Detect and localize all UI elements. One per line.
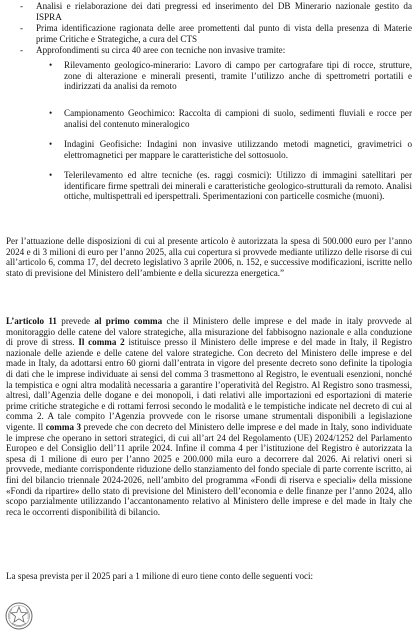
- list-item: Rilevamento geologico-minerario: Lavoro di campo per cartografare tipi di rocce, strutture, zone di alterazione e minerali presenti, tramite l’utilizzo anche di spettrometri portatili e indirizzati da analisi da remoto: [64, 60, 412, 92]
- bullet-marker: •: [49, 139, 53, 149]
- list-item: Indagini Geofisiche: Indagini non invasive utilizzando metodi magnetici, gravimetrici o elettromagnetici per mappare le caratteristiche del sottosuolo.: [64, 139, 412, 160]
- list-item: Prima identificazione ragionata delle aree promettenti dal punto di vista della presenza di Materie prime Critiche e Strategiche, a cura del CTS: [36, 23, 412, 44]
- body-text: prevede che con decreto del Ministero delle imprese e del made in Italy, sono individuate le imprese che operano in settori strategici, di cui all’art 24 del Regolamento (UE) 2024/1252 del Parlamento Europeo e del Consiglio dell’11 aprile 2024. Infine il comma 4 per l’istituzione del Registro è autorizzata la spesa di 1 milione di euro per l’anno 2025 e 200.000 mila euro a decorrere dal 2026. Ai relativi oneri si provvede, mediante corrispondente riduzione dello stanziamento del fondo speciale di parte corrente iscritto, ai fini del bilancio triennale 2024-2026, nell’ambito del programma «Fondi di riserva e speciali» della missione «Fondi da ripartire» dello stato di previsione del Ministero dell’economia e delle finanze per l’anno 2024, allo scopo parzialmente utilizzando l’accantonamento relativo al Ministero delle imprese e del made in Italy che reca le occorrenti disponibilità di bilancio.: [6, 421, 412, 517]
- body-paragraph: Per l’attuazione delle disposizioni di cui al presente articolo è autorizzata la spesa di 500.000 euro per l’anno 2024 e di 3 milioni di euro per l’anno 2025, alla cui copertura si provvede mediante utilizzo delle risorse di cui all’articolo 6, comma 17, del decreto legislativo 3 aprile 2006, n. 152, e successive modificazioni, iscritte nello stato di previsione del Ministero dell’ambiente e della sicurezza energetica.”: [6, 236, 412, 278]
- list-item: Campionamento Geochimico: Raccolta di campioni di suolo, sedimenti fluviali e rocce per analisi del contenuto mineralogico: [64, 108, 412, 129]
- dash-marker: -: [20, 45, 24, 55]
- bold-text: L’articolo 11: [6, 316, 57, 326]
- bullet-marker: •: [49, 60, 53, 70]
- bullet-marker: •: [49, 108, 53, 118]
- seal-emblem-icon: [4, 601, 34, 631]
- bold-text: comma 3: [45, 421, 82, 432]
- dash-marker: -: [20, 1, 24, 11]
- list-item: Approfondimenti su circa 40 aree con tecniche non invasive tramite:: [36, 45, 286, 55]
- list-item: Analisi e rielaborazione dei dati pregressi ed inserimento del DB Minerario nazionale gestito da ISPRA: [36, 1, 412, 22]
- body-paragraph: [6, 316, 412, 517]
- bold-text: al primo comma: [94, 316, 163, 326]
- body-text: istituisce presso il Ministero delle imprese e del made in Italy, il Registro nazionale delle aziende e delle catene del valore strategiche. Con decreto del Ministero delle imprese e del made in Italy, da adottarsi entro 60 giorni dall’entrata in vigore del presente decreto sono definite la tipologia di dati che le imprese individuate ai sensi del comma 3 trasmettono al Registro, le eventuali esenzioni, nonché la tempistica e ogni altra modalità necessaria a garantire l’operatività del Registro. Al Registro sono trasmessi, altresì, dall’Agenzia delle dogane e dei monopoli, i dati relativi alle importazioni ed esportazioni di materie prime critiche strategiche e di rottami ferrosi secondo le modalità e le tempistiche indicate nel decreto di cui al comma 2. A tale compito l’Agenzia provvede con le risorse umane strumentali disponibili a legislazione vigente. Il: [6, 337, 412, 432]
- list-item: Telerilevamento ed altre tecniche (es. raggi cosmici): Utilizzo di immagini satellitari per identificare firme spettrali dei minerali e caratteristiche geologico-strutturali da remoto. Analisi ottiche, multispettrali ed iperspettrali. Sperimentazioni con particelle cosmiche (muoni).: [64, 170, 412, 202]
- bullet-marker: •: [49, 170, 53, 180]
- body-text: che il Ministero delle imprese e del made in italy provvede al monitoraggio delle catene del valore strategiche, alla misurazione del fabbisogno nazionale e alla conduzione di prove di stress.: [6, 316, 412, 348]
- body-paragraph: La spesa prevista per il 2025 pari a 1 milione di euro tiene conto delle seguenti voci:: [6, 571, 314, 581]
- bold-text: Il comma 2: [78, 337, 125, 348]
- body-text: prevede: [56, 316, 95, 326]
- dash-marker: -: [20, 23, 24, 33]
